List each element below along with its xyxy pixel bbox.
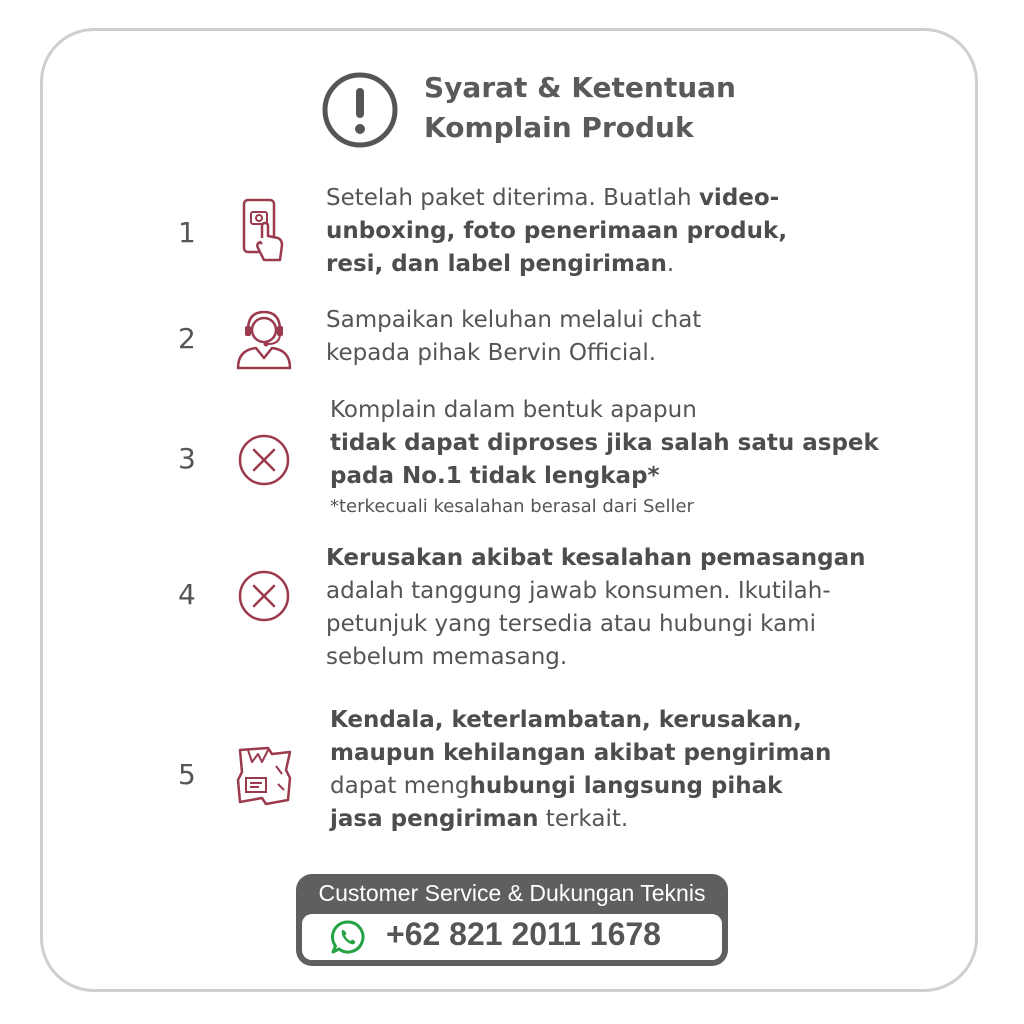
page-title [424,68,736,148]
customer-service-box [296,874,728,966]
exclamation-circle-icon [320,70,400,150]
step-4 [170,542,870,682]
step-3 [170,394,879,524]
phone-number[interactable]: +62 821 2011 1678 [386,916,661,952]
step-line: unboxing, foto penerimaan produk, [326,218,788,244]
step-line: Kerusakan akibat kesalahan pemasangan [326,545,866,571]
step-line: resi, dan label pengiriman. [326,251,675,277]
step-line: Komplain dalam bentuk apapun [330,397,697,423]
step-text [330,704,831,836]
whatsapp-icon [330,919,366,955]
phone-box[interactable] [302,914,722,960]
step-line: Setelah paket diterima. Buatlah video- [326,185,780,211]
step-line: jasa pengiriman terkait. [330,806,629,832]
step-line: Kendala, keterlambatan, kerusakan, [330,707,802,733]
step-line: sebelum memasang. [326,644,568,670]
step-line: tidak dapat diproses jika salah satu aspek [330,430,879,456]
x-circle-icon [232,428,296,492]
step-2 [170,304,870,384]
step-note: *terkecuali kesalahan berasal dari Seller [330,496,694,517]
step-line: adalah tanggung jawab konsumen. Ikutilah- [326,578,831,604]
step-text [330,394,879,521]
step-text [326,304,701,370]
customer-service-agent-icon [232,306,296,370]
step-number: 3 [178,442,196,475]
step-text [326,182,787,281]
step-line: Sampaikan keluhan melalui chat [326,307,702,333]
title-line-2: Komplain Produk [424,111,694,144]
damaged-box-icon [232,744,296,808]
customer-service-label: Customer Service & Dukungan Teknis [318,880,706,906]
step-number: 1 [178,216,196,249]
step-text [326,542,866,674]
header [320,66,780,150]
step-line: pada No.1 tidak lengkap* [330,463,660,489]
step-1 [170,180,870,290]
step-line: dapat menghubungi langsung pihak [330,773,783,799]
step-line: kepada pihak Bervin Official. [326,340,657,366]
step-line: petunjuk yang tersedia atau hubungi kami [326,611,816,637]
step-number: 2 [178,322,196,355]
x-circle-icon [232,564,296,628]
title-line-1: Syarat & Ketentuan [424,71,736,104]
phone-camera-icon [232,198,296,262]
step-5 [170,704,870,844]
step-number: 4 [178,578,196,611]
step-number: 5 [178,758,196,791]
step-line: maupun kehilangan akibat pengiriman [330,740,832,766]
